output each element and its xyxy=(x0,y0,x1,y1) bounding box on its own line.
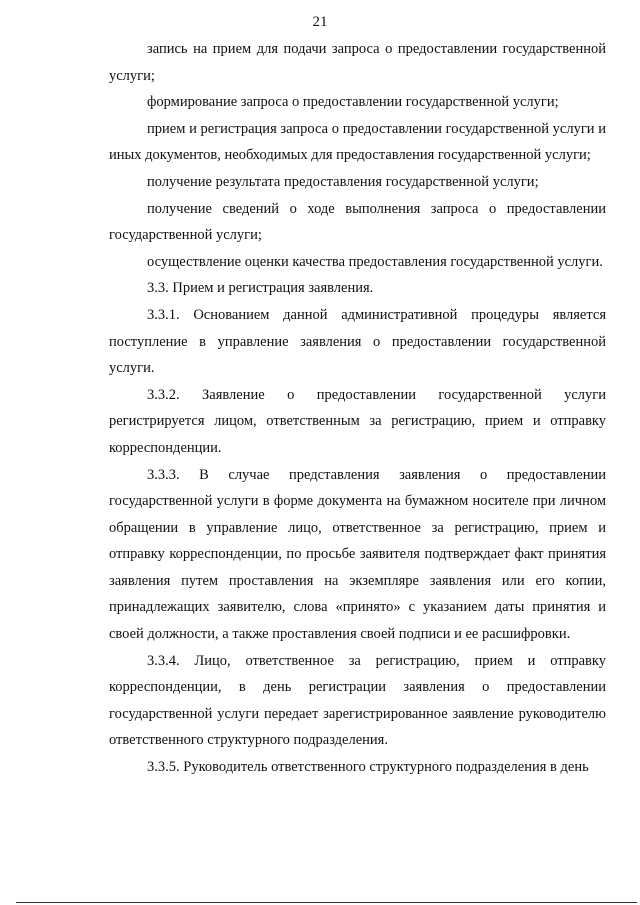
paragraph-appointment: запись на прием для подачи запроса о предоставлении государственной услуги; xyxy=(109,41,606,84)
paragraph-request-forming: формирование запроса о предоставлении государственной услуги; xyxy=(147,94,559,111)
paragraph-quality-assessment: осуществление оценки качества предоставления государственной услуги. xyxy=(147,253,603,270)
paragraph-3-3-1: 3.3.1. Основанием данной административной процедуры является поступление в управление заявления о предоставлении государственной услуги. xyxy=(109,306,606,377)
paragraph-3-3-5: 3.3.5. Руководитель ответственного структурного подразделения в день xyxy=(147,759,589,776)
paragraph-3-3-4: 3.3.4. Лицо, ответственное за регистрацию, прием и отправку корреспонденции, в день регистрации заявления о предоставлении государственной услуги передает зарегистрированное заявление руководителю ответственного структурного подразделения. xyxy=(109,652,606,749)
paragraph-progress-info: получение сведений о ходе выполнения запроса о предоставлении государственной услуги; xyxy=(109,200,606,244)
page-number: 21 xyxy=(312,14,328,30)
page-bottom-rule xyxy=(16,902,637,903)
paragraph-request-registration: прием и регистрация запроса о предоставлении государственной услуги и иных документов, необходимых для предоставления государственной услуги; xyxy=(109,120,606,164)
section-heading-3-3: 3.3. Прием и регистрация заявления. xyxy=(147,280,374,297)
paragraph-3-3-3: 3.3.3. В случае представления заявления о предоставлении государственной услуги в форме документа на бумажном носителе при личном обращении в управление лицо, ответственное за регистрацию, прием и отправку корреспонденции, по просьбе заявителя подтверждает факт принятия заявления путем проставления на экземпляре заявления или его копии, принадлежащих заявителю, слова «принято» с указанием даты принятия и своей должности, а также проставления своей подписи и ее расшифровки. xyxy=(109,466,606,643)
body-text xyxy=(109,36,606,781)
paragraph-result-receipt: получение результата предоставления государственной услуги; xyxy=(147,173,539,190)
paragraph-3-3-2: 3.3.2. Заявление о предоставлении государственной услуги регистрируется лицом, ответственным за регистрацию, прием и отправку корреспонденции. xyxy=(109,386,606,456)
